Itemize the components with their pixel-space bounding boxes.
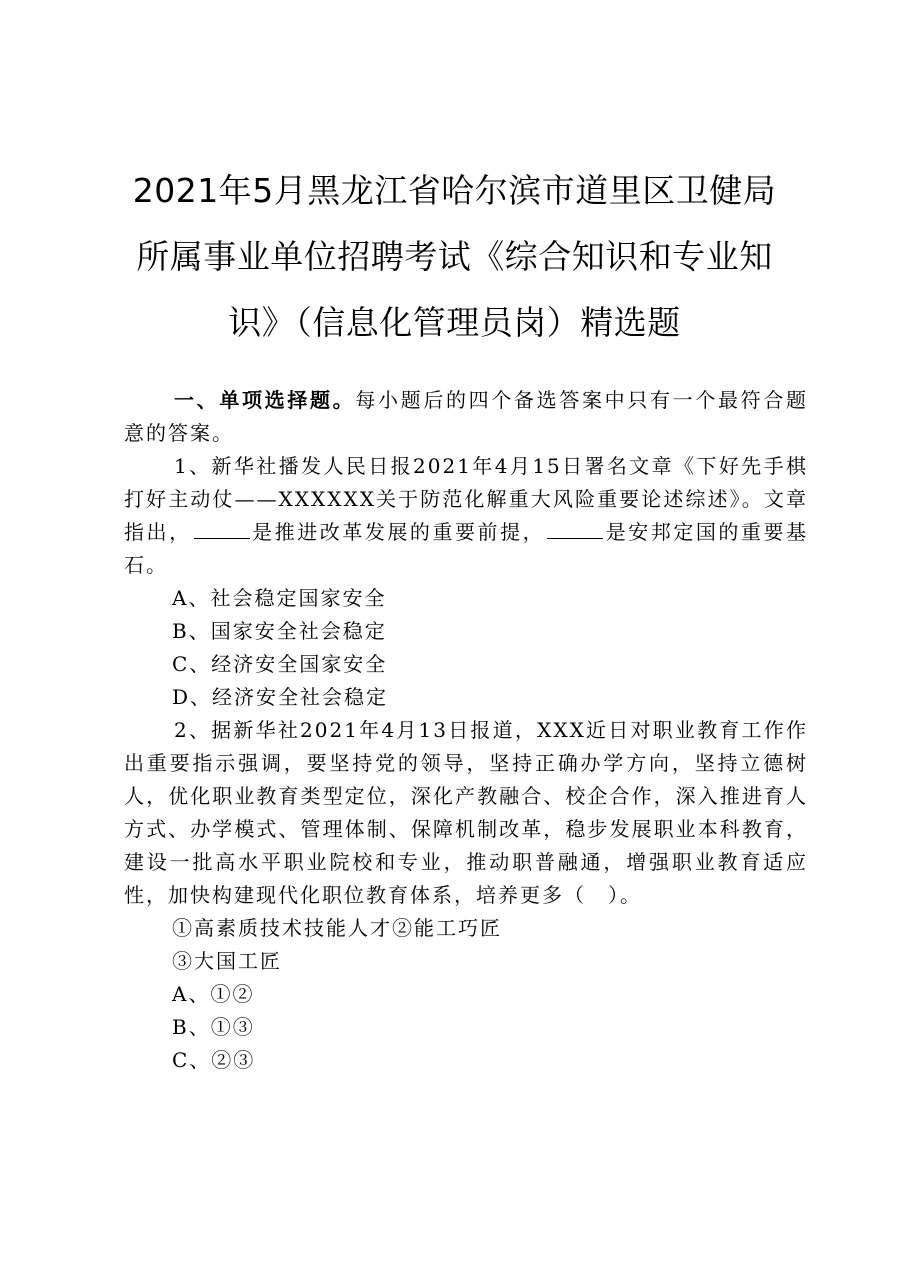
section-heading: 一、单项选择题。	[174, 388, 356, 412]
question-2-item-2: ③大国工匠	[172, 949, 282, 973]
question-1-option-b: B、国家安全社会稳定	[172, 619, 387, 643]
question-2: 2、据新华社2021年4月13日报道，XXX近日对职业教育工作作出重要指示强调，要坚持党的领导，坚持正确办学方向，坚持立德树人，优化职业教育类型定位，深化产教融合、校企合作，深入推进育人方式、办学模式、管理体制、保障机制改革，稳步发展职业本科教育，建设一批高水平职业院校和专业，推动职普融通，增强职业教育适应性，加快构建现代化职位教育体系，培养更多（ ）。	[124, 718, 808, 907]
question-2-option-c: C、②③	[172, 1048, 256, 1072]
question-1	[124, 450, 808, 582]
document-title	[110, 158, 799, 356]
title-line-1: 2021年5月黑龙江省哈尔滨市道里区卫健局	[132, 171, 777, 210]
title-line-2: 所属事业单位招聘考试《综合知识和专业知	[136, 237, 773, 276]
question-1-option-a: A、社会稳定国家安全	[172, 586, 387, 610]
section-intro	[124, 384, 808, 450]
question-1-option-c: C、经济安全国家安全	[172, 652, 388, 676]
fill-blank-1	[194, 537, 250, 539]
question-1-text-c: 是安邦定国的重要基石。	[124, 520, 809, 577]
question-2-option-a: A、①②	[172, 982, 255, 1006]
document-body	[124, 384, 808, 1077]
question-1-option-d: D、经济安全社会稳定	[172, 685, 389, 709]
question-2-option-b: B、①③	[172, 1015, 255, 1039]
section-instruction: 每小题后的四个备选答案中只有一个最符合题意的答案。	[124, 388, 809, 445]
fill-blank-2	[547, 537, 603, 539]
question-2-item-1: ①高素质技术技能人才②能工巧匠	[172, 916, 502, 940]
question-1-text-b: 是推进改革发展的重要前提，	[251, 520, 546, 544]
title-line-3: 识》（信息化管理员岗）精选题	[228, 303, 681, 342]
question-1-text-a: 1、新华社播发人民日报2021年4月15日署名文章《下好先手棋打好主动仗——XXXXXX关于防范化解重大风险重要论述综述》。文章指出，	[124, 454, 808, 544]
